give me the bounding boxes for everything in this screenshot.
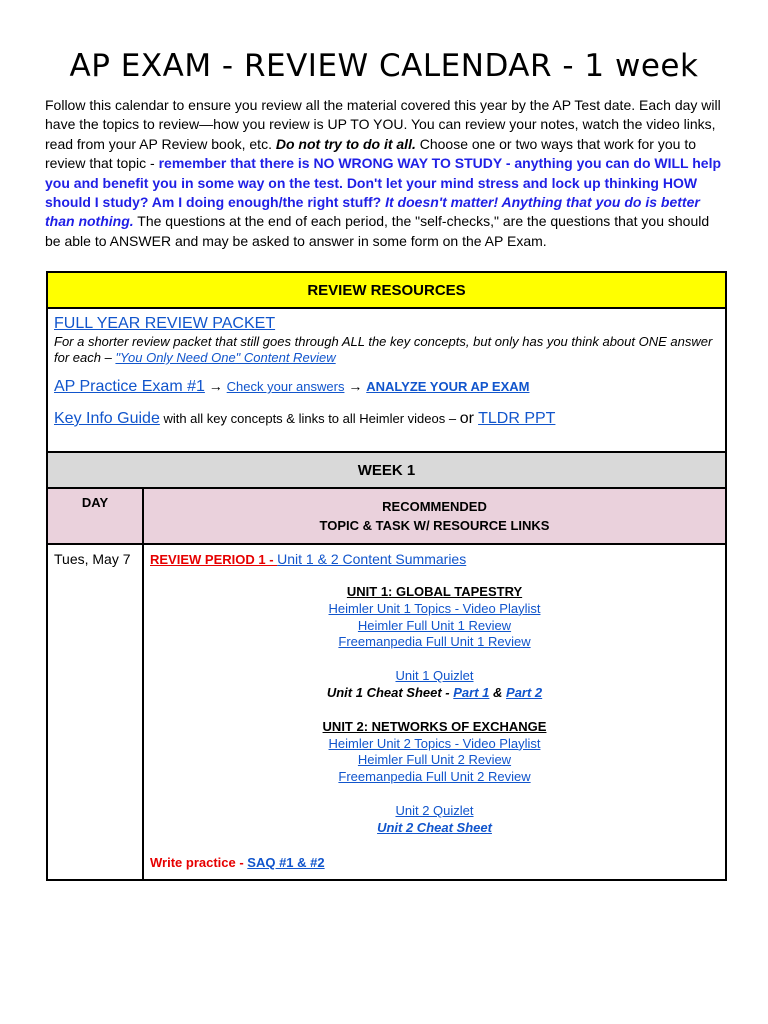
week-1-header: WEEK 1 xyxy=(47,452,726,488)
task-header-line-2: TOPIC & TASK W/ RESOURCE LINKS xyxy=(319,518,550,533)
review-period-label: REVIEW PERIOD 1 - xyxy=(150,552,278,567)
intro-text-2: Choose one or two ways that work for you to review that topic - xyxy=(45,135,696,172)
or-text: or xyxy=(459,410,479,427)
unit-2-heading: UNIT 2: NETWORKS OF EXCHANGE xyxy=(322,718,547,734)
heimler-unit-2-review-link[interactable]: Heimler Full Unit 2 Review xyxy=(357,752,512,768)
packet-description-text: For a shorter review packet that still goes through ALL the key concepts, but only has you think about ONE answer for each – xyxy=(54,334,713,365)
task-column-header xyxy=(143,488,726,544)
intro-paragraph xyxy=(45,96,727,251)
practice-exam-line xyxy=(54,378,719,396)
arrow-1: → xyxy=(204,378,227,394)
tldr-ppt-link[interactable]: TLDR PPT xyxy=(478,410,556,427)
check-answers-link[interactable]: Check your answers xyxy=(226,379,345,394)
unit-1-quizlet-link[interactable]: Unit 1 Quizlet xyxy=(395,668,474,684)
practice-exam-link[interactable]: AP Practice Exam #1 xyxy=(54,378,205,395)
heimler-unit-1-review-link[interactable]: Heimler Full Unit 1 Review xyxy=(357,617,512,633)
intro-emphasis-1: Do not try to do it all. xyxy=(275,135,416,152)
unit-2-block xyxy=(150,719,719,837)
key-guide-text: with all key concepts & links to all Heimler videos – xyxy=(159,411,460,426)
key-guide-line xyxy=(54,410,719,428)
content-review-link[interactable]: "You Only Need One" Content Review xyxy=(115,350,336,365)
freemanpedia-unit-2-link[interactable]: Freemanpedia Full Unit 2 Review xyxy=(338,769,531,785)
review-resources-body xyxy=(47,308,726,452)
review-resources-header: REVIEW RESOURCES xyxy=(47,272,726,308)
content-summaries-link[interactable]: Unit 1 & 2 Content Summaries xyxy=(277,551,467,567)
full-year-packet-link[interactable]: FULL YEAR REVIEW PACKET xyxy=(54,315,276,332)
analyze-exam-link[interactable]: ANALYZE YOUR AP EXAM xyxy=(366,379,530,394)
intro-emphasis-2: It doesn't matter! Anything that you do is better than nothing. xyxy=(45,194,700,230)
cheat-part-1-link[interactable]: Part 1 xyxy=(453,684,490,700)
unit-2-cheat-sheet-link[interactable]: Unit 2 Cheat Sheet xyxy=(377,819,492,835)
unit-1-cheat-label: Unit 1 Cheat Sheet - xyxy=(326,684,454,700)
saq-link[interactable]: SAQ #1 & #2 xyxy=(247,854,325,870)
intro-blue-emphasis: remember that there is NO WRONG WAY TO STUDY - anything you can do WILL help you and benefit you in some way on the test. Don't let your mind stress and lock up thinking HOW should I study? Am I doing enough/the right stuff? xyxy=(45,155,722,211)
day-cell: Tues, May 7 xyxy=(47,544,143,880)
heimler-unit-1-playlist-link[interactable]: Heimler Unit 1 Topics - Video Playlist xyxy=(328,600,541,616)
review-calendar-table xyxy=(46,271,727,881)
heimler-unit-2-playlist-link[interactable]: Heimler Unit 2 Topics - Video Playlist xyxy=(328,735,541,751)
task-cell xyxy=(143,544,726,880)
key-info-guide-link[interactable]: Key Info Guide xyxy=(54,410,160,427)
unit-2-quizlet-link[interactable]: Unit 2 Quizlet xyxy=(395,802,474,818)
unit-1-heading: UNIT 1: GLOBAL TAPESTRY xyxy=(346,584,523,599)
amp-text: & xyxy=(489,684,507,700)
unit-1-block xyxy=(150,584,719,702)
write-practice-label: Write practice - xyxy=(150,854,248,870)
arrow-2: → xyxy=(344,378,367,394)
table-row xyxy=(47,544,726,880)
intro-text-3: The questions at the end of each period, the "self-checks," are the questions that you should be able to ANSWER and may be asked to answer in some form on the AP Exam. xyxy=(45,213,710,249)
packet-description xyxy=(54,334,719,366)
day-column-header: DAY xyxy=(47,488,143,544)
cheat-part-2-link[interactable]: Part 2 xyxy=(506,684,543,700)
freemanpedia-unit-1-link[interactable]: Freemanpedia Full Unit 1 Review xyxy=(338,634,531,650)
task-header-line-1: RECOMMENDED xyxy=(382,499,487,514)
intro-text-1: Follow this calendar to ensure you review all the material covered this year by the AP Test date. Each day will have the topics to review—how you review is UP TO YOU. You can review your notes, watch the video links, read from your AP Review book, etc. xyxy=(45,97,721,152)
page-title: AP EXAM - REVIEW CALENDAR - 1 week xyxy=(69,48,699,84)
